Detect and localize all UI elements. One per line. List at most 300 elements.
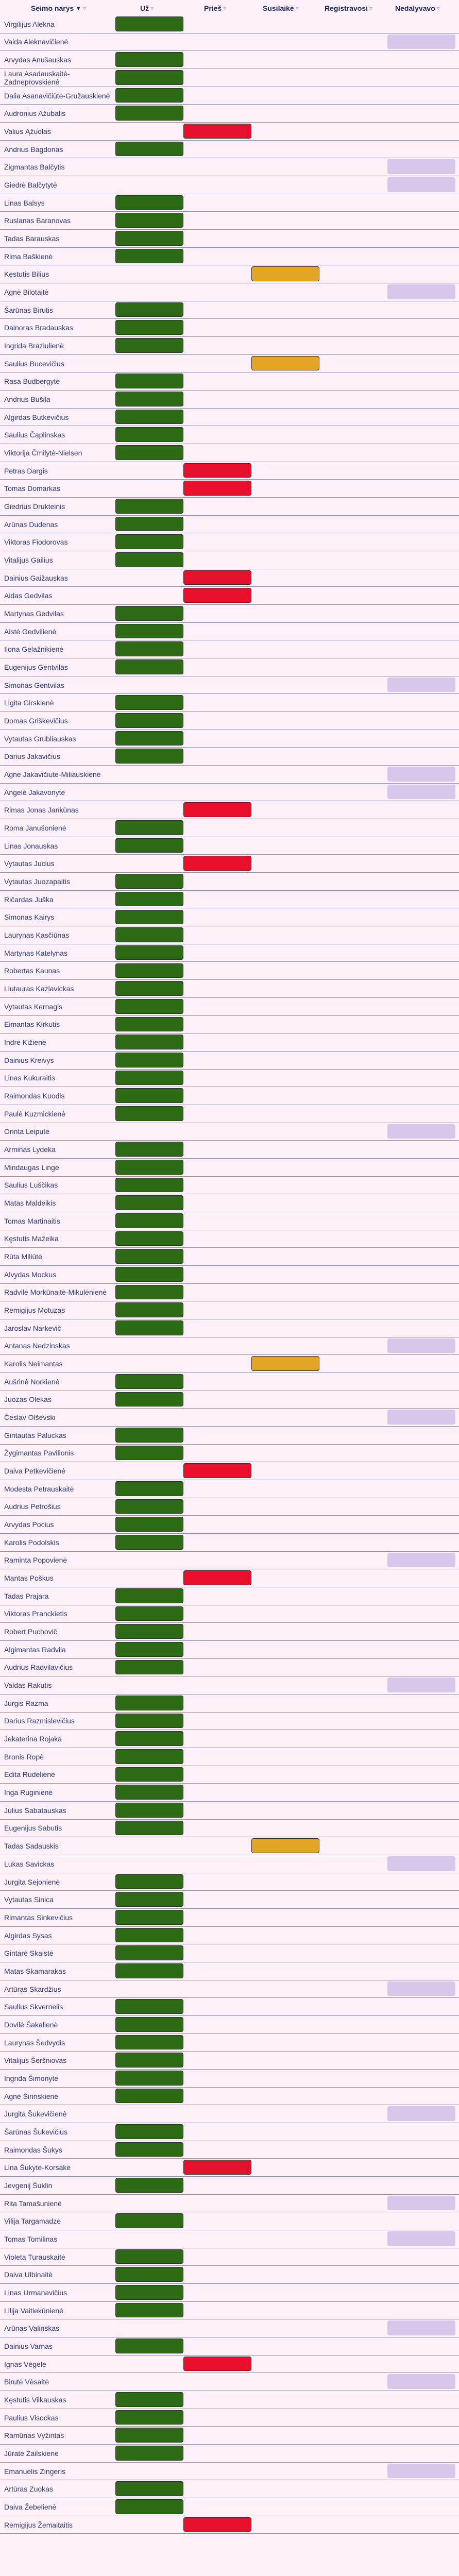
- table-row: [0, 2016, 459, 2034]
- vote-cell-u: [115, 517, 183, 532]
- member-name[interactable]: Aidas Gedvilas: [4, 591, 53, 600]
- vote-cell-u: [115, 1785, 183, 1800]
- member-name[interactable]: Karolis Neimantas: [4, 1360, 63, 1368]
- member-name[interactable]: Artūras Skardžius: [4, 1985, 61, 1993]
- member-name[interactable]: Ilona Gelažnikienė: [4, 645, 64, 654]
- table-row: [0, 248, 459, 266]
- filter-icon[interactable]: ▿: [295, 5, 299, 12]
- filter-icon[interactable]: ▿: [83, 5, 87, 12]
- vote-cell-u: [115, 499, 183, 514]
- member-name[interactable]: Česlav Olševski: [4, 1413, 56, 1422]
- table-row: [0, 2212, 459, 2230]
- member-name[interactable]: Dainius Kreivys: [4, 1056, 54, 1064]
- member-name[interactable]: Arvydas Pocius: [4, 1520, 54, 1529]
- vote-cell-u: [115, 2285, 183, 2300]
- member-name[interactable]: Domas Griškevičius: [4, 716, 68, 725]
- member-name[interactable]: Gintautas Paluckas: [4, 1431, 66, 1439]
- member-name[interactable]: Žygimantas Pavilionis: [4, 1449, 74, 1458]
- vote-cell-n: [387, 35, 455, 49]
- member-name[interactable]: Valius Ąžuolas: [4, 127, 51, 135]
- vote-cell-n: [387, 767, 455, 782]
- table-row: [0, 1962, 459, 1980]
- vote-cell-n: [387, 1553, 455, 1568]
- vote-cell-p: [183, 802, 251, 817]
- member-name[interactable]: Robertas Kaunas: [4, 967, 60, 975]
- vote-cell-u: [115, 1731, 183, 1746]
- column-header-abstained-label: Susilaikė: [263, 4, 294, 12]
- member-name[interactable]: Viktoras Pranckietis: [4, 1609, 67, 1618]
- vote-cell-u: [115, 999, 183, 1014]
- table-row: [0, 1944, 459, 1962]
- vote-cell-n: [387, 677, 455, 692]
- member-name[interactable]: Linas Urmanavičius: [4, 2288, 67, 2297]
- vote-cell-s: [251, 356, 319, 371]
- vote-cell-u: [115, 1874, 183, 1889]
- member-name[interactable]: Virgilijus Alekna: [4, 20, 55, 28]
- member-name[interactable]: Julius Sabatauskas: [4, 1806, 66, 1815]
- member-name[interactable]: Daiva Petkevičienė: [4, 1467, 66, 1476]
- member-name[interactable]: Daiva Ulbinaitė: [4, 2270, 53, 2279]
- member-name[interactable]: Modesta Petrauskaitė: [4, 1484, 74, 1493]
- member-name[interactable]: Arvydas Anušauskas: [4, 56, 71, 64]
- table-row: [0, 2445, 459, 2463]
- member-name[interactable]: Ingrida Braziulienė: [4, 341, 64, 350]
- sort-icon[interactable]: ▼: [75, 5, 82, 12]
- table-row: [0, 1855, 459, 1873]
- table-row: [0, 2337, 459, 2355]
- vote-cell-u: [115, 1267, 183, 1282]
- vote-cell-u: [115, 1660, 183, 1675]
- member-name[interactable]: Bronis Ropė: [4, 1752, 44, 1761]
- member-name[interactable]: Andrius Bagdonas: [4, 145, 63, 154]
- member-name[interactable]: Tomas Tomilinas: [4, 2234, 58, 2243]
- table-row: [0, 2391, 459, 2409]
- vote-cell-u: [115, 1446, 183, 1461]
- vote-cell-u: [115, 1624, 183, 1639]
- vote-cell-u: [115, 1035, 183, 1049]
- vote-cell-u: [115, 874, 183, 889]
- table-row: [0, 1927, 459, 1945]
- vote-cell-u: [115, 1910, 183, 1925]
- vote-cell-u: [115, 106, 183, 121]
- member-name[interactable]: Laurynas Kasčiūnas: [4, 930, 70, 939]
- vote-cell-u: [115, 1142, 183, 1157]
- member-name[interactable]: Rūta Miliūtė: [4, 1252, 42, 1261]
- member-name[interactable]: Valdas Rakutis: [4, 1681, 52, 1690]
- table-row: [0, 2284, 459, 2302]
- member-name[interactable]: Saulius Bucevičius: [4, 359, 64, 368]
- column-header-registered[interactable]: [325, 3, 372, 13]
- member-name[interactable]: Linas Balsys: [4, 198, 45, 207]
- table-row: [0, 605, 459, 623]
- member-name[interactable]: Arminas Lydeka: [4, 1145, 56, 1154]
- member-name[interactable]: Jūratė Zailskienė: [4, 2449, 59, 2458]
- vote-cell-n: [387, 2106, 455, 2121]
- member-name[interactable]: Rita Tamašunienė: [4, 2199, 62, 2208]
- column-header-against[interactable]: [204, 3, 226, 13]
- member-name[interactable]: Jaroslav Narkevič: [4, 1324, 61, 1332]
- member-name[interactable]: Liutauras Kazlavickas: [4, 985, 74, 993]
- member-name[interactable]: Jurgita Sejonienė: [4, 1877, 60, 1886]
- member-name[interactable]: Indrė Kižienė: [4, 1038, 46, 1047]
- member-name[interactable]: Simonas Gentvilas: [4, 681, 64, 689]
- vote-cell-u: [115, 552, 183, 567]
- table-row: [0, 69, 459, 87]
- table-row: [0, 1552, 459, 1570]
- vote-cell-u: [115, 2213, 183, 2228]
- member-name[interactable]: Ramūnas Vyžintas: [4, 2431, 64, 2440]
- member-name[interactable]: Edita Rudelienė: [4, 1770, 55, 1779]
- table-row: [0, 587, 459, 605]
- filter-icon[interactable]: ▿: [369, 5, 373, 12]
- member-name[interactable]: Tomas Domarkas: [4, 484, 60, 493]
- member-name[interactable]: Laura Asadauskaitė-Zadneprovskienė: [4, 69, 70, 86]
- table-row: [0, 51, 459, 69]
- member-name[interactable]: Viktoras Fiodorovas: [4, 538, 68, 547]
- member-name[interactable]: Raminta Popovienė: [4, 1556, 67, 1565]
- table-row: [0, 1980, 459, 1998]
- member-name[interactable]: Vytautas Kernagis: [4, 1002, 63, 1011]
- vote-cell-p: [183, 2517, 251, 2532]
- member-name[interactable]: Raimondas Šukys: [4, 2145, 62, 2154]
- column-header-absent[interactable]: [395, 3, 440, 13]
- table-row: [0, 2427, 459, 2445]
- member-name[interactable]: Darius Jakavičius: [4, 752, 60, 761]
- member-name[interactable]: Kęstutis Mažeika: [4, 1234, 59, 1243]
- table-row: [0, 1105, 459, 1123]
- table-row: [0, 1641, 459, 1659]
- vote-cell-u: [115, 1285, 183, 1300]
- table-row: [0, 1676, 459, 1694]
- vote-cell-u: [115, 88, 183, 103]
- table-row: [0, 712, 459, 730]
- vote-cell-s: [251, 266, 319, 281]
- member-name[interactable]: Juozas Olekas: [4, 1395, 52, 1404]
- vote-cell-p: [183, 588, 251, 603]
- vote-cell-n: [387, 1856, 455, 1871]
- member-name[interactable]: Rimantas Sinkevičius: [4, 1913, 73, 1922]
- table-row: [0, 409, 459, 427]
- member-name[interactable]: Vytautas Juozapaitis: [4, 877, 70, 886]
- vote-cell-u: [115, 892, 183, 907]
- member-name[interactable]: Remigijus Žemaitaitis: [4, 2520, 73, 2529]
- member-name[interactable]: Paulius Visockas: [4, 2413, 59, 2422]
- member-name[interactable]: Martynas Katelynas: [4, 948, 67, 957]
- vote-cell-u: [115, 910, 183, 925]
- member-name[interactable]: Eugenijus Gentvilas: [4, 663, 68, 671]
- member-name[interactable]: Daiva Žebelienė: [4, 2502, 57, 2511]
- table-row: [0, 212, 459, 230]
- member-name[interactable]: Raimondas Kuodis: [4, 1092, 65, 1100]
- member-name[interactable]: Aistė Gedvilienė: [4, 627, 57, 636]
- member-name[interactable]: Rima Baškienė: [4, 252, 53, 261]
- member-name[interactable]: Vitalijus Gailius: [4, 555, 53, 564]
- vote-cell-n: [387, 1677, 455, 1692]
- table-row: [0, 1337, 459, 1355]
- column-header-for-label: Už: [140, 4, 149, 12]
- member-name[interactable]: Agnė Jakavičiutė-Miliauskienė: [4, 770, 101, 778]
- table-row: [0, 230, 459, 248]
- table-row: [0, 2177, 459, 2195]
- vote-cell-u: [115, 695, 183, 710]
- table-row: [0, 1623, 459, 1641]
- table-row: [0, 1212, 459, 1230]
- member-name[interactable]: Violeta Turauskaitė: [4, 2252, 65, 2261]
- member-name[interactable]: Tadas Prajara: [4, 1591, 49, 1600]
- table-row: [0, 1087, 459, 1105]
- member-name[interactable]: Vitalijus Šeršniovas: [4, 2056, 67, 2065]
- member-name[interactable]: Jekaterina Rojaka: [4, 1735, 62, 1743]
- vote-cell-u: [115, 2410, 183, 2425]
- filter-icon[interactable]: ▿: [223, 5, 227, 12]
- member-name[interactable]: Vytautas Grubliauskas: [4, 734, 76, 743]
- member-name[interactable]: Orinta Leiputė: [4, 1127, 49, 1136]
- member-name[interactable]: Jurgis Razma: [4, 1699, 48, 1707]
- member-name[interactable]: Andrius Bušila: [4, 395, 50, 403]
- member-name[interactable]: Rimas Jonas Jankūnas: [4, 806, 79, 815]
- member-name[interactable]: Birutė Vėsaitė: [4, 2378, 49, 2386]
- vote-cell-p: [183, 856, 251, 871]
- member-name[interactable]: Emanuelis Zingeris: [4, 2467, 66, 2476]
- column-header-registered-label: Registravosi: [325, 4, 368, 12]
- member-name[interactable]: Dainoras Bradauskas: [4, 324, 73, 332]
- member-name[interactable]: Angelė Jakavonytė: [4, 788, 65, 796]
- table-row: [0, 730, 459, 748]
- vote-cell-u: [115, 606, 183, 621]
- member-name[interactable]: Agnė Bilotaitė: [4, 287, 49, 296]
- vote-cell-u: [115, 1892, 183, 1907]
- vote-cell-u: [115, 1606, 183, 1621]
- vote-cell-n: [387, 2374, 455, 2389]
- member-name[interactable]: Audrius Petrošius: [4, 1502, 61, 1511]
- column-header-for[interactable]: [140, 3, 154, 13]
- table-row: [0, 2266, 459, 2284]
- member-name[interactable]: Kęstutis Vilkauskas: [4, 2395, 66, 2404]
- member-name[interactable]: Jurgita Šukevičienė: [4, 2110, 67, 2119]
- member-name[interactable]: Vilija Targamadzė: [4, 2217, 61, 2226]
- member-name[interactable]: Audrius Radvilavičius: [4, 1663, 73, 1672]
- table-row: [0, 1730, 459, 1748]
- vote-cell-p: [183, 463, 251, 478]
- member-name[interactable]: Vaida Aleknavičienė: [4, 38, 69, 46]
- member-name[interactable]: Roma Janušonienė: [4, 823, 66, 832]
- member-name[interactable]: Vytautas Jucius: [4, 859, 55, 868]
- vote-cell-u: [115, 1963, 183, 1978]
- member-name[interactable]: Ignas Vėgėlė: [4, 2360, 46, 2368]
- table-row: [0, 1409, 459, 1427]
- table-row: [0, 2195, 459, 2213]
- member-name[interactable]: Tadas Sadauskis: [4, 1842, 59, 1851]
- table-row: [0, 891, 459, 909]
- table-row: [0, 2123, 459, 2141]
- member-name[interactable]: Dainius Varnas: [4, 2342, 53, 2350]
- member-name[interactable]: Inga Ruginienė: [4, 1788, 53, 1797]
- table-row: [0, 1802, 459, 1820]
- vote-cell-u: [115, 2499, 183, 2514]
- table-row: [0, 391, 459, 409]
- vote-cell-p: [183, 1570, 251, 1585]
- vote-cell-u: [115, 2053, 183, 2067]
- table-row: [0, 1713, 459, 1731]
- member-name[interactable]: Audronius Ažubalis: [4, 109, 66, 118]
- table-row: [0, 1516, 459, 1534]
- member-name[interactable]: Lukas Savickas: [4, 1859, 55, 1868]
- table-row: [0, 2070, 459, 2088]
- table-row: [0, 1230, 459, 1248]
- member-name[interactable]: Šarūnas Šukevičius: [4, 2127, 67, 2136]
- member-name[interactable]: Algirdas Butkevičius: [4, 413, 69, 421]
- member-name[interactable]: Saulius Luščikas: [4, 1181, 58, 1190]
- table-row: [0, 87, 459, 105]
- vote-cell-u: [115, 659, 183, 674]
- vote-cell-u: [115, 2142, 183, 2157]
- column-header-member[interactable]: [31, 3, 86, 13]
- vote-cell-p: [183, 124, 251, 139]
- vote-cell-u: [115, 249, 183, 264]
- member-name[interactable]: Algimantas Radvila: [4, 1645, 66, 1654]
- column-header-abstained[interactable]: [263, 3, 299, 13]
- table-row: [0, 123, 459, 141]
- member-name[interactable]: Robert Puchovič: [4, 1628, 57, 1636]
- member-name[interactable]: Artūras Zuokas: [4, 2485, 53, 2494]
- vote-cell-u: [115, 445, 183, 460]
- vote-cell-u: [115, 1535, 183, 1550]
- table-row: [0, 873, 459, 891]
- member-name[interactable]: Ingrida Šimonytė: [4, 2074, 59, 2082]
- member-name[interactable]: Matas Skamarakas: [4, 1967, 66, 1975]
- member-name[interactable]: Zigmantas Balčytis: [4, 163, 65, 172]
- member-name[interactable]: Šarūnas Birutis: [4, 306, 53, 314]
- member-name[interactable]: Simonas Kairys: [4, 913, 55, 922]
- table-row: [0, 944, 459, 962]
- table-row: [0, 1569, 459, 1587]
- member-name[interactable]: Darius Razmislevičius: [4, 1717, 75, 1725]
- vote-cell-u: [115, 624, 183, 639]
- member-name[interactable]: Remigijus Motuzas: [4, 1306, 65, 1315]
- table-row: [0, 819, 459, 837]
- vote-cell-n: [387, 2464, 455, 2479]
- vote-cell-u: [115, 1374, 183, 1389]
- member-name[interactable]: Dalia Asanavičiūtė-Gružauskienė: [4, 91, 110, 100]
- column-header-absent-label: Nedalyvavo: [395, 4, 435, 12]
- table-row: [0, 1766, 459, 1784]
- table-row: [0, 1248, 459, 1266]
- vote-cell-u: [115, 1714, 183, 1728]
- member-name[interactable]: Algirdas Sysas: [4, 1931, 52, 1940]
- member-name[interactable]: Lilija Vaitiekūnienė: [4, 2306, 63, 2315]
- vote-cell-p: [183, 481, 251, 496]
- member-name[interactable]: Lina Šukytė-Korsakė: [4, 2163, 71, 2172]
- member-name[interactable]: Gintarė Skaistė: [4, 1949, 54, 1958]
- member-name[interactable]: Ligita Girskienė: [4, 699, 54, 707]
- member-name[interactable]: Giedrius Drukteinis: [4, 502, 65, 511]
- vote-cell-s: [251, 1356, 319, 1371]
- vote-cell-u: [115, 981, 183, 996]
- member-name[interactable]: Matas Maldeikis: [4, 1199, 56, 1208]
- member-name[interactable]: Mantas Poškus: [4, 1574, 54, 1583]
- member-name[interactable]: Tomas Martinaitis: [4, 1216, 60, 1225]
- member-name[interactable]: Radvilė Morkūnaitė-Mikulėnienė: [4, 1288, 107, 1297]
- table-row: [0, 194, 459, 212]
- member-name[interactable]: Arūnas Valinskas: [4, 2324, 60, 2333]
- table-row: [0, 176, 459, 194]
- table-row: [0, 516, 459, 534]
- vote-cell-u: [115, 1945, 183, 1960]
- member-name[interactable]: Mindaugas Lingė: [4, 1163, 59, 1172]
- member-name[interactable]: Ruslanas Baranovas: [4, 216, 71, 225]
- vote-cell-n: [387, 1981, 455, 1996]
- table-row: [0, 694, 459, 712]
- member-name[interactable]: Paulė Kuzmickienė: [4, 1109, 66, 1118]
- table-row: [0, 1427, 459, 1445]
- table-row: [0, 1033, 459, 1052]
- member-name[interactable]: Arūnas Dudėnas: [4, 520, 58, 529]
- member-name[interactable]: Aušrinė Norkienė: [4, 1377, 60, 1386]
- table-row: [0, 980, 459, 998]
- vote-cell-u: [115, 2446, 183, 2461]
- member-name[interactable]: Viktorija Čmilytė-Nielsen: [4, 448, 82, 457]
- member-name[interactable]: Alvydas Mockus: [4, 1270, 57, 1279]
- table-row: [0, 748, 459, 766]
- table-row: [0, 2498, 459, 2516]
- table-row: [0, 462, 459, 480]
- member-name[interactable]: Agnė Širinskienė: [4, 2092, 59, 2100]
- member-name[interactable]: Martynas Gedvilas: [4, 609, 64, 618]
- member-name[interactable]: Saulius Skvernelis: [4, 2003, 63, 2011]
- member-name[interactable]: Linas Jonauskas: [4, 841, 58, 850]
- vote-cell-u: [115, 534, 183, 549]
- filter-icon[interactable]: ▿: [436, 5, 440, 12]
- vote-cell-u: [115, 1749, 183, 1764]
- vote-cell-u: [115, 1071, 183, 1086]
- member-name[interactable]: Dovilė Šakalienė: [4, 2020, 58, 2029]
- table-row: [0, 444, 459, 462]
- member-name[interactable]: Eugenijus Sabutis: [4, 1824, 62, 1833]
- member-name[interactable]: Vytautas Sinica: [4, 1895, 54, 1904]
- member-name[interactable]: Karolis Podolskis: [4, 1538, 59, 1547]
- filter-icon[interactable]: ▿: [150, 5, 154, 12]
- member-name[interactable]: Ričardas Juška: [4, 895, 54, 904]
- member-name[interactable]: Tadas Barauskas: [4, 234, 60, 243]
- member-name[interactable]: Linas Kukuraitis: [4, 1074, 55, 1082]
- table-row: [0, 658, 459, 676]
- member-name[interactable]: Giedrė Balčytytė: [4, 180, 57, 189]
- vote-cell-u: [115, 231, 183, 246]
- member-name[interactable]: Petras Dargis: [4, 466, 48, 475]
- member-name[interactable]: Jevgenij Šuklin: [4, 2181, 53, 2190]
- vote-cell-u: [115, 2267, 183, 2282]
- member-name[interactable]: Dainius Gaižauskas: [4, 573, 68, 582]
- vote-cell-u: [115, 1642, 183, 1657]
- vote-cell-u: [115, 52, 183, 67]
- table-row: [0, 784, 459, 802]
- table-row: [0, 372, 459, 391]
- table-header: [0, 0, 459, 15]
- member-name[interactable]: Saulius Čaplinskas: [4, 431, 65, 439]
- member-name[interactable]: Rasa Budbergytė: [4, 377, 60, 386]
- vote-cell-u: [115, 1517, 183, 1532]
- table-row: [0, 551, 459, 569]
- member-name[interactable]: Kęstutis Bilius: [4, 270, 49, 279]
- table-row: [0, 1784, 459, 1802]
- member-name[interactable]: Eimantas Kirkutis: [4, 1020, 60, 1029]
- table-row: [0, 1141, 459, 1159]
- table-row: [0, 498, 459, 516]
- member-name[interactable]: Antanas Nedzinskas: [4, 1342, 70, 1350]
- table-row: [0, 1534, 459, 1552]
- vote-cell-u: [115, 410, 183, 425]
- member-name[interactable]: Laurynas Šedvydis: [4, 2038, 65, 2047]
